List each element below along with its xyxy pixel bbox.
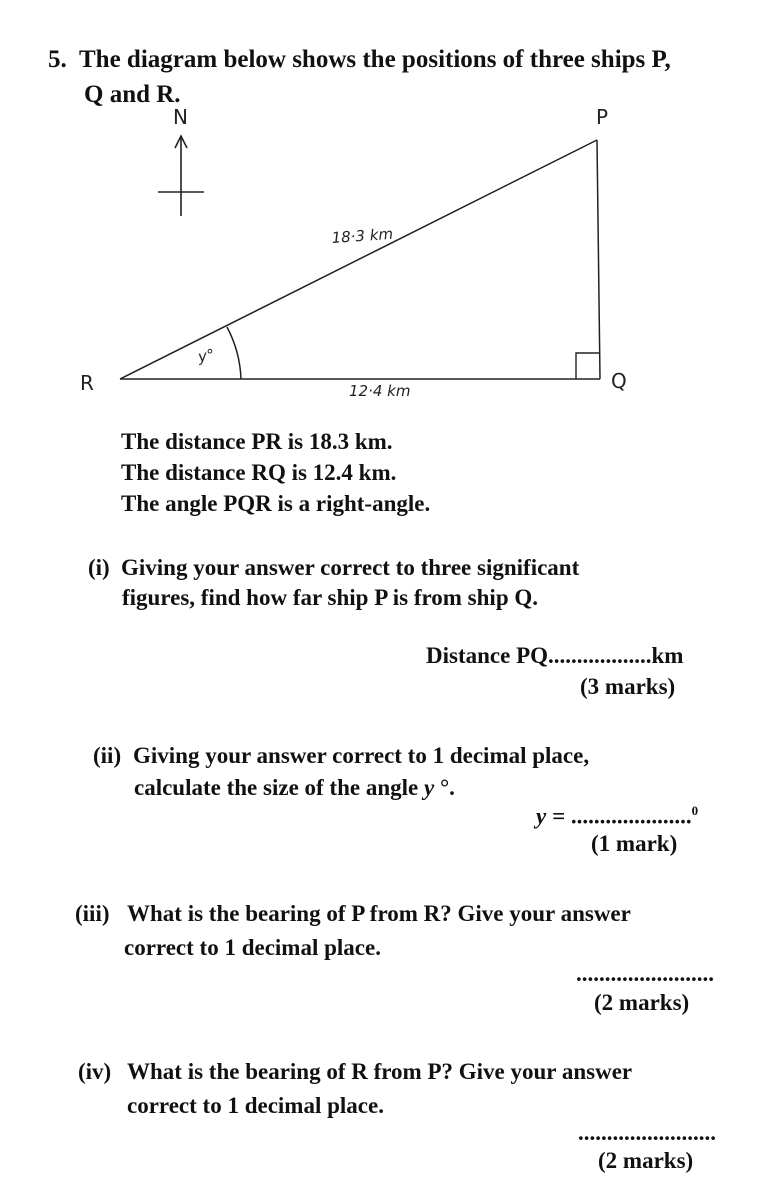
question-number: 5.	[48, 46, 67, 73]
part-iii-label: (iii)	[75, 901, 110, 926]
side-label-pr: 18·3 km	[331, 224, 394, 247]
part-i-answer-line[interactable]	[426, 643, 683, 669]
question-intro-line2: Q and R.	[84, 81, 181, 108]
angle-arc	[227, 327, 241, 379]
part-i-line1: Giving your answer correct to three significant	[121, 555, 580, 580]
angle-label-y: y°	[196, 345, 216, 366]
part-iii-marks: (2 marks)	[594, 990, 690, 1015]
triangle-pqr	[120, 140, 600, 379]
side-label-rq: 12·4 km	[349, 382, 411, 400]
question-intro-line1: The diagram below shows the positions of three ships P,	[79, 46, 671, 73]
part-iv-line2: correct to 1 decimal place.	[127, 1093, 384, 1118]
part-ii-line2-var: y	[423, 775, 435, 800]
part-ii-line2-text: calculate the size of the angle	[134, 775, 419, 800]
part-iv-line1: What is the bearing of R from P? Give your answer	[127, 1059, 633, 1084]
part-ii-answer-prefix: y =	[536, 803, 571, 829]
vertex-label-r: R	[80, 371, 94, 395]
part-i-answer-dots[interactable]: ..................	[548, 643, 652, 668]
vertex-label-q: Q	[611, 369, 627, 393]
part-iv-marks: (2 marks)	[598, 1148, 694, 1173]
part-i-marks: (3 marks)	[580, 674, 676, 699]
part-iv-label: (iv)	[78, 1059, 112, 1084]
part-ii-line2-end: °.	[434, 775, 455, 800]
ships-triangle-diagram	[0, 0, 768, 420]
part-ii-answer-line[interactable]	[536, 803, 698, 830]
vertex-label-p: P	[596, 105, 609, 129]
part-i-line2: figures, find how far ship P is from ship Q.	[122, 585, 538, 610]
part-i-answer-unit: km	[651, 643, 684, 668]
part-ii-line2	[134, 772, 455, 803]
part-iii-answer-dots[interactable]: ........................	[576, 961, 714, 986]
part-ii-marks: (1 mark)	[591, 831, 678, 856]
part-i-label: (i)	[88, 555, 110, 580]
part-ii-label: (ii)	[93, 743, 122, 768]
part-ii-answer-dots[interactable]: .....................	[570, 803, 692, 829]
part-ii-answer-degree: 0	[691, 803, 699, 818]
part-i-answer-prefix: Distance PQ	[426, 643, 549, 668]
part-iii-line2: correct to 1 decimal place.	[124, 935, 381, 960]
fact-rq: The distance RQ is 12.4 km.	[121, 460, 397, 485]
part-ii-line1: Giving your answer correct to 1 decimal place,	[133, 743, 590, 768]
right-angle-mark	[576, 353, 600, 379]
fact-pr: The distance PR is 18.3 km.	[121, 429, 393, 454]
fact-angle: The angle PQR is a right-angle.	[121, 491, 431, 516]
part-iii-line1: What is the bearing of P from R? Give your answer	[127, 901, 631, 926]
north-arrow-icon	[158, 136, 204, 216]
part-iv-answer-dots[interactable]: ........................	[578, 1120, 716, 1145]
north-label: N	[173, 105, 188, 129]
